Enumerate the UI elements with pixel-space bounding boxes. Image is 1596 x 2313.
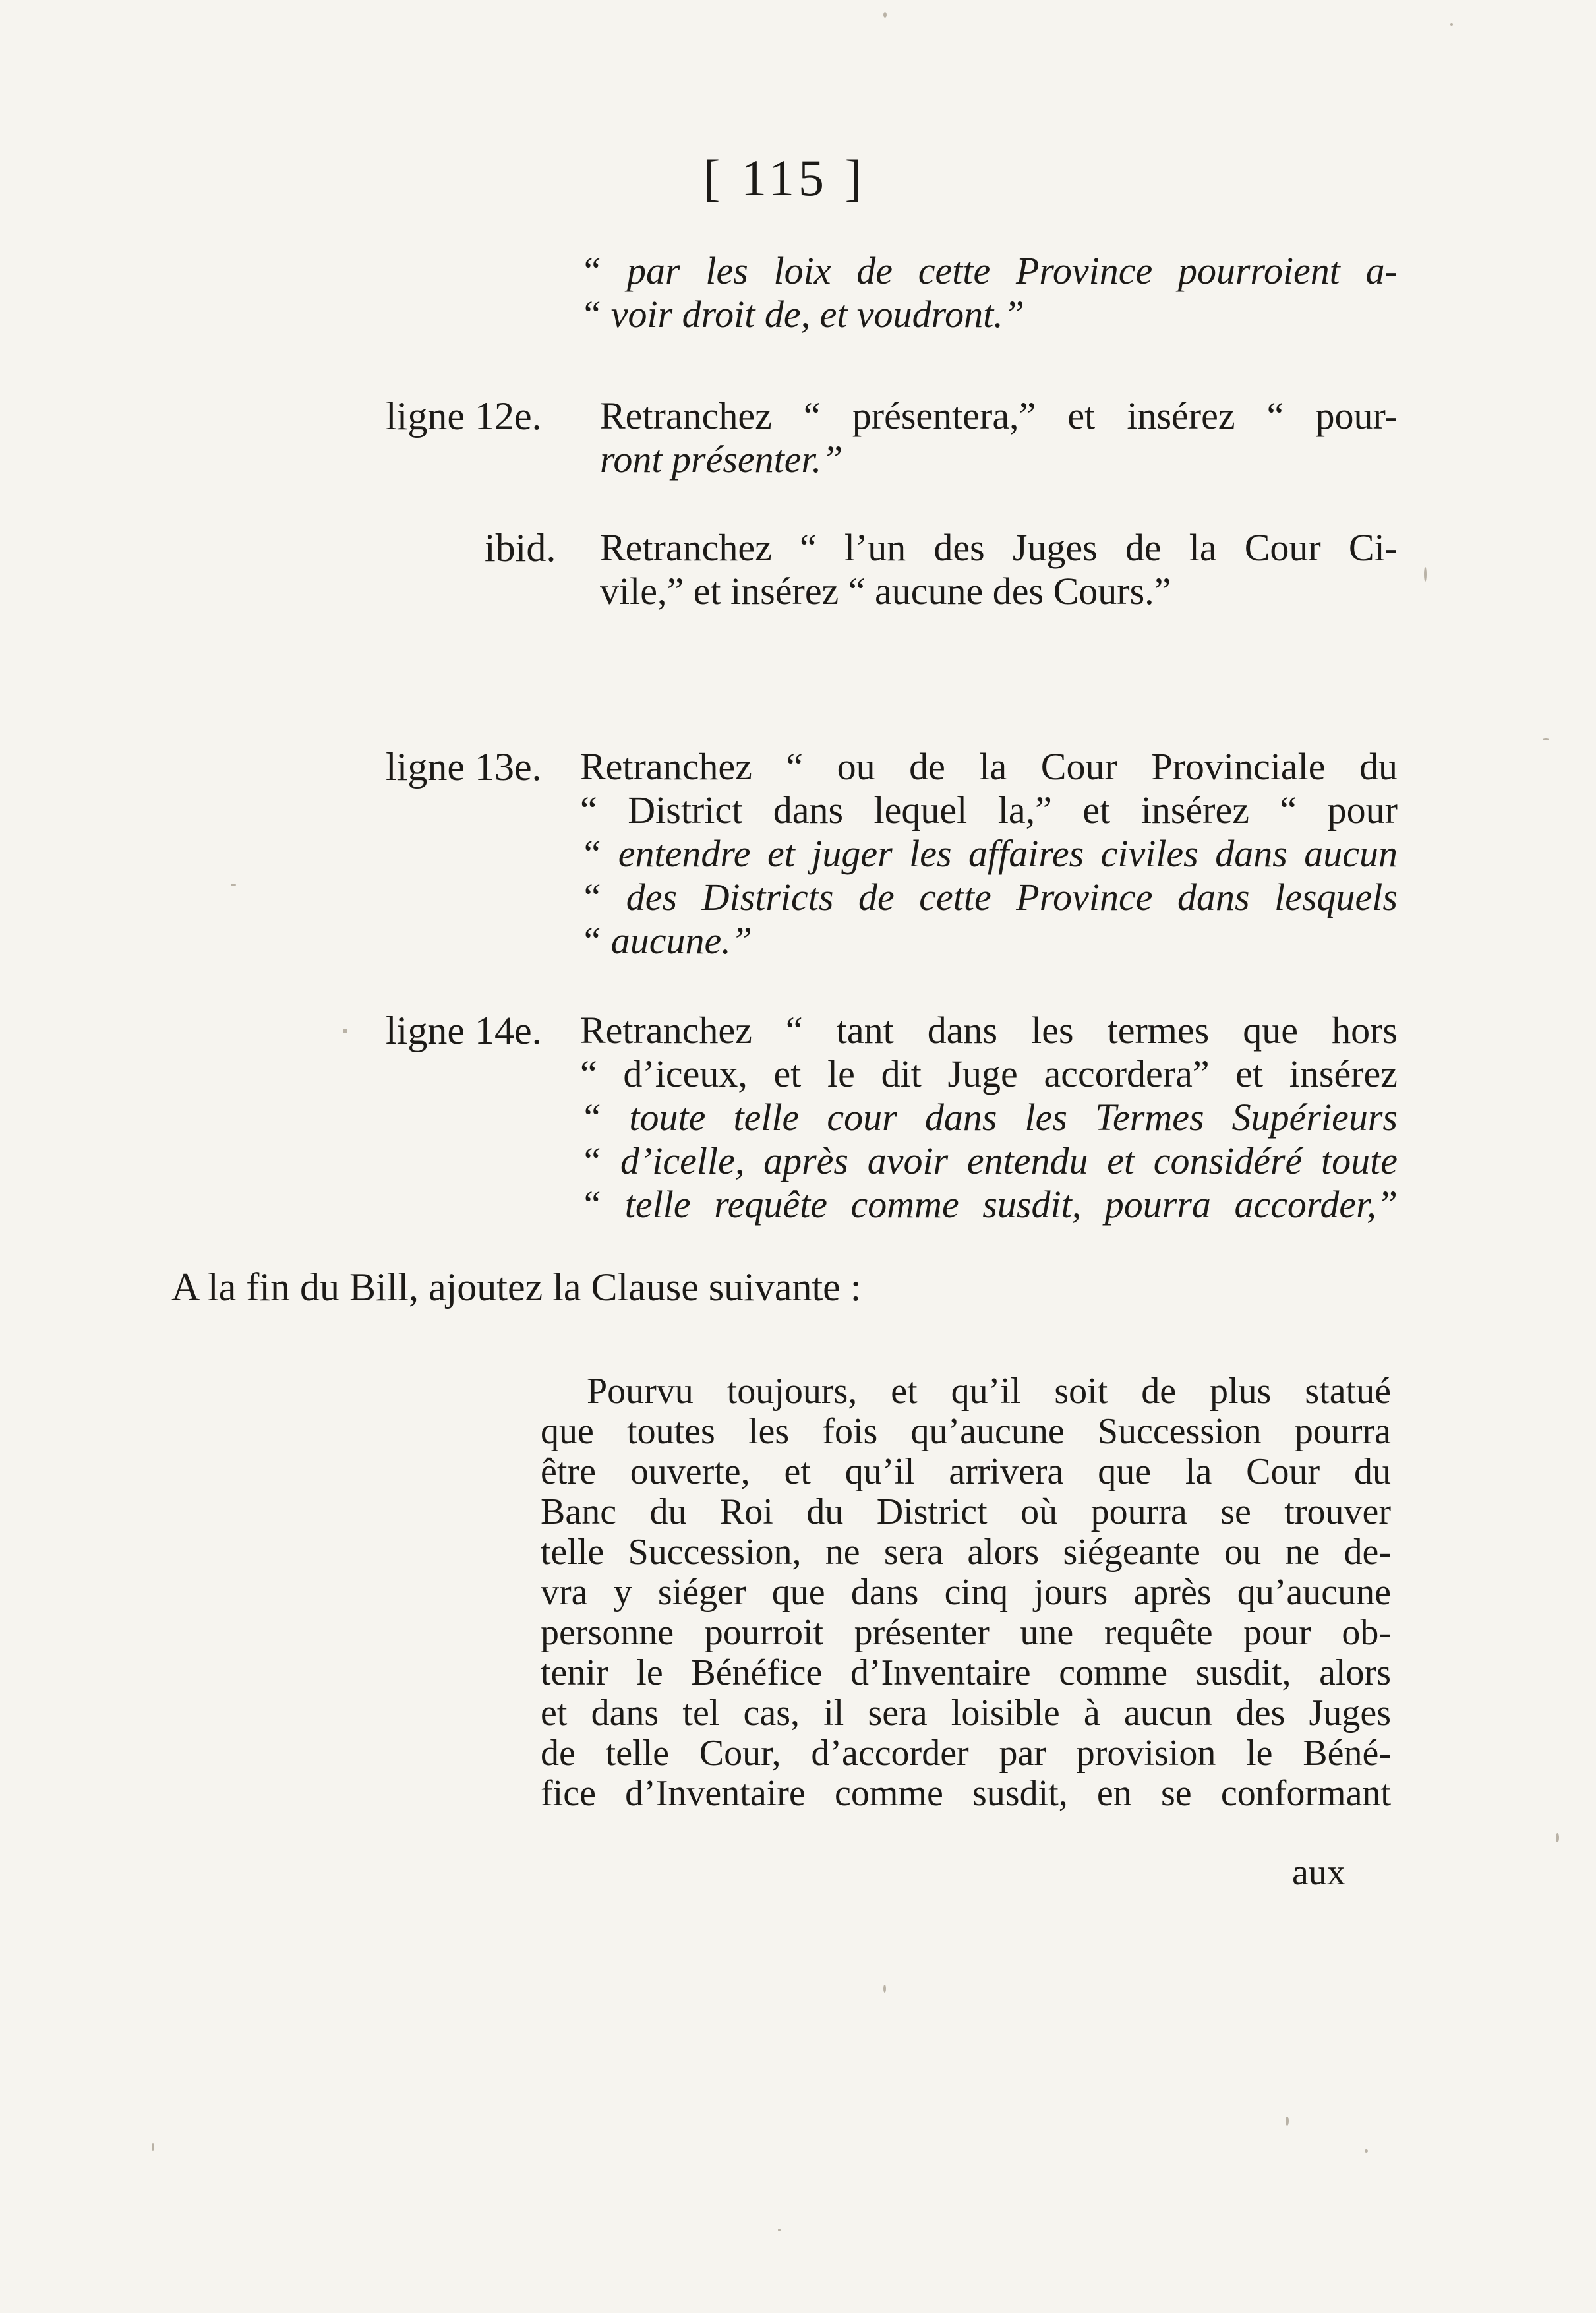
scan-speck [1365, 2149, 1368, 2153]
paragraph-line: être ouverte, et qu’il arrivera que la Cour du [541, 1451, 1391, 1492]
scan-speck [152, 2143, 154, 2151]
page-number: [ 115 ] [703, 149, 866, 206]
amendment-text [600, 394, 1398, 481]
amendment-line: Retranchez “ présentera,” et insérez “ pour- [600, 394, 1398, 437]
amendment-line: “ telle requête comme susdit, pourra accorder,” [580, 1183, 1398, 1226]
scan-speck [778, 2229, 781, 2231]
scan-speck [231, 884, 236, 886]
amendment-line: “ aucune.” [580, 919, 752, 962]
amendment-line: Retranchez “ tant dans les termes que hors [580, 1009, 1398, 1052]
amendment-label: ligne 13e. [386, 745, 542, 789]
scan-speck [1450, 23, 1453, 26]
paragraph-line: Pourvu toujours, et qu’il soit de plus statué [587, 1371, 1391, 1412]
scan-speck [883, 1985, 886, 1993]
paragraph-line: tenir le Bénéfice d’Inventaire comme susdit, alors [541, 1652, 1391, 1693]
scan-speck [883, 12, 887, 18]
amendment-text [580, 1009, 1398, 1226]
amendment-line: “ d’iceux, et le dit Juge accordera” et insérez [580, 1052, 1398, 1095]
amendment-line: “ d’icelle, après avoir entendu et considéré toute [580, 1139, 1398, 1182]
amendment-line: Retranchez “ l’un des Juges de la Cour Ci- [600, 526, 1398, 569]
paragraph-line: fice d’Inventaire comme susdit, en se conformant [541, 1773, 1391, 1814]
paragraph-line: de telle Cour, d’accorder par provision le Béné- [541, 1733, 1391, 1774]
amendment-label: ibid. [485, 526, 556, 570]
amendment-line: vile,” et insérez “ aucune des Cours.” [600, 570, 1171, 613]
amendment-line: ront présenter.” [600, 438, 843, 481]
amendment-label: ligne 12e. [386, 394, 542, 438]
amendment-line: Retranchez “ ou de la Cour Provinciale du [580, 745, 1398, 788]
paragraph-line: Banc du Roi du District où pourra se trouver [541, 1491, 1391, 1532]
paragraph-line: et dans tel cas, il sera loisible à aucun des Juges [541, 1693, 1391, 1733]
intro-line: “ voir droit de, et voudront.” [580, 293, 1024, 336]
scan-speck [1424, 567, 1427, 582]
amendment-text [580, 745, 1398, 963]
amendment-line: “ des Districts de cette Province dans lesquels [580, 876, 1398, 918]
scan-speck [1543, 738, 1549, 740]
clause-heading: A la fin du Bill, ajoutez la Clause suivante : [171, 1265, 862, 1309]
paragraph-line: que toutes les fois qu’aucune Succession pourra [541, 1411, 1391, 1452]
paragraph-line: personne pourroit présenter une requête pour ob- [541, 1612, 1391, 1653]
amendment-line: “ toute telle cour dans les Termes Supérieurs [580, 1096, 1398, 1139]
scan-speck [1556, 1833, 1559, 1842]
intro-line: “ par les loix de cette Province pourroient a- [580, 249, 1398, 292]
amendment-text [600, 526, 1398, 613]
paragraph-line: vra y siéger que dans cinq jours après qu’aucune [541, 1572, 1391, 1613]
paragraph-line: telle Succession, ne sera alors siégeante ou ne de- [541, 1532, 1391, 1573]
amendment-line: “ entendre et juger les affaires civiles dans aucun [580, 832, 1398, 875]
intro-block [580, 249, 1398, 336]
amendment-line: “ District dans lequel la,” et insérez “ pour [580, 789, 1398, 831]
scan-speck [343, 1029, 347, 1033]
amendment-label: ligne 14e. [386, 1009, 542, 1052]
clause-paragraph [541, 1371, 1391, 1814]
scan-speck [1286, 2117, 1289, 2126]
catchword: aux [1292, 1852, 1345, 1893]
